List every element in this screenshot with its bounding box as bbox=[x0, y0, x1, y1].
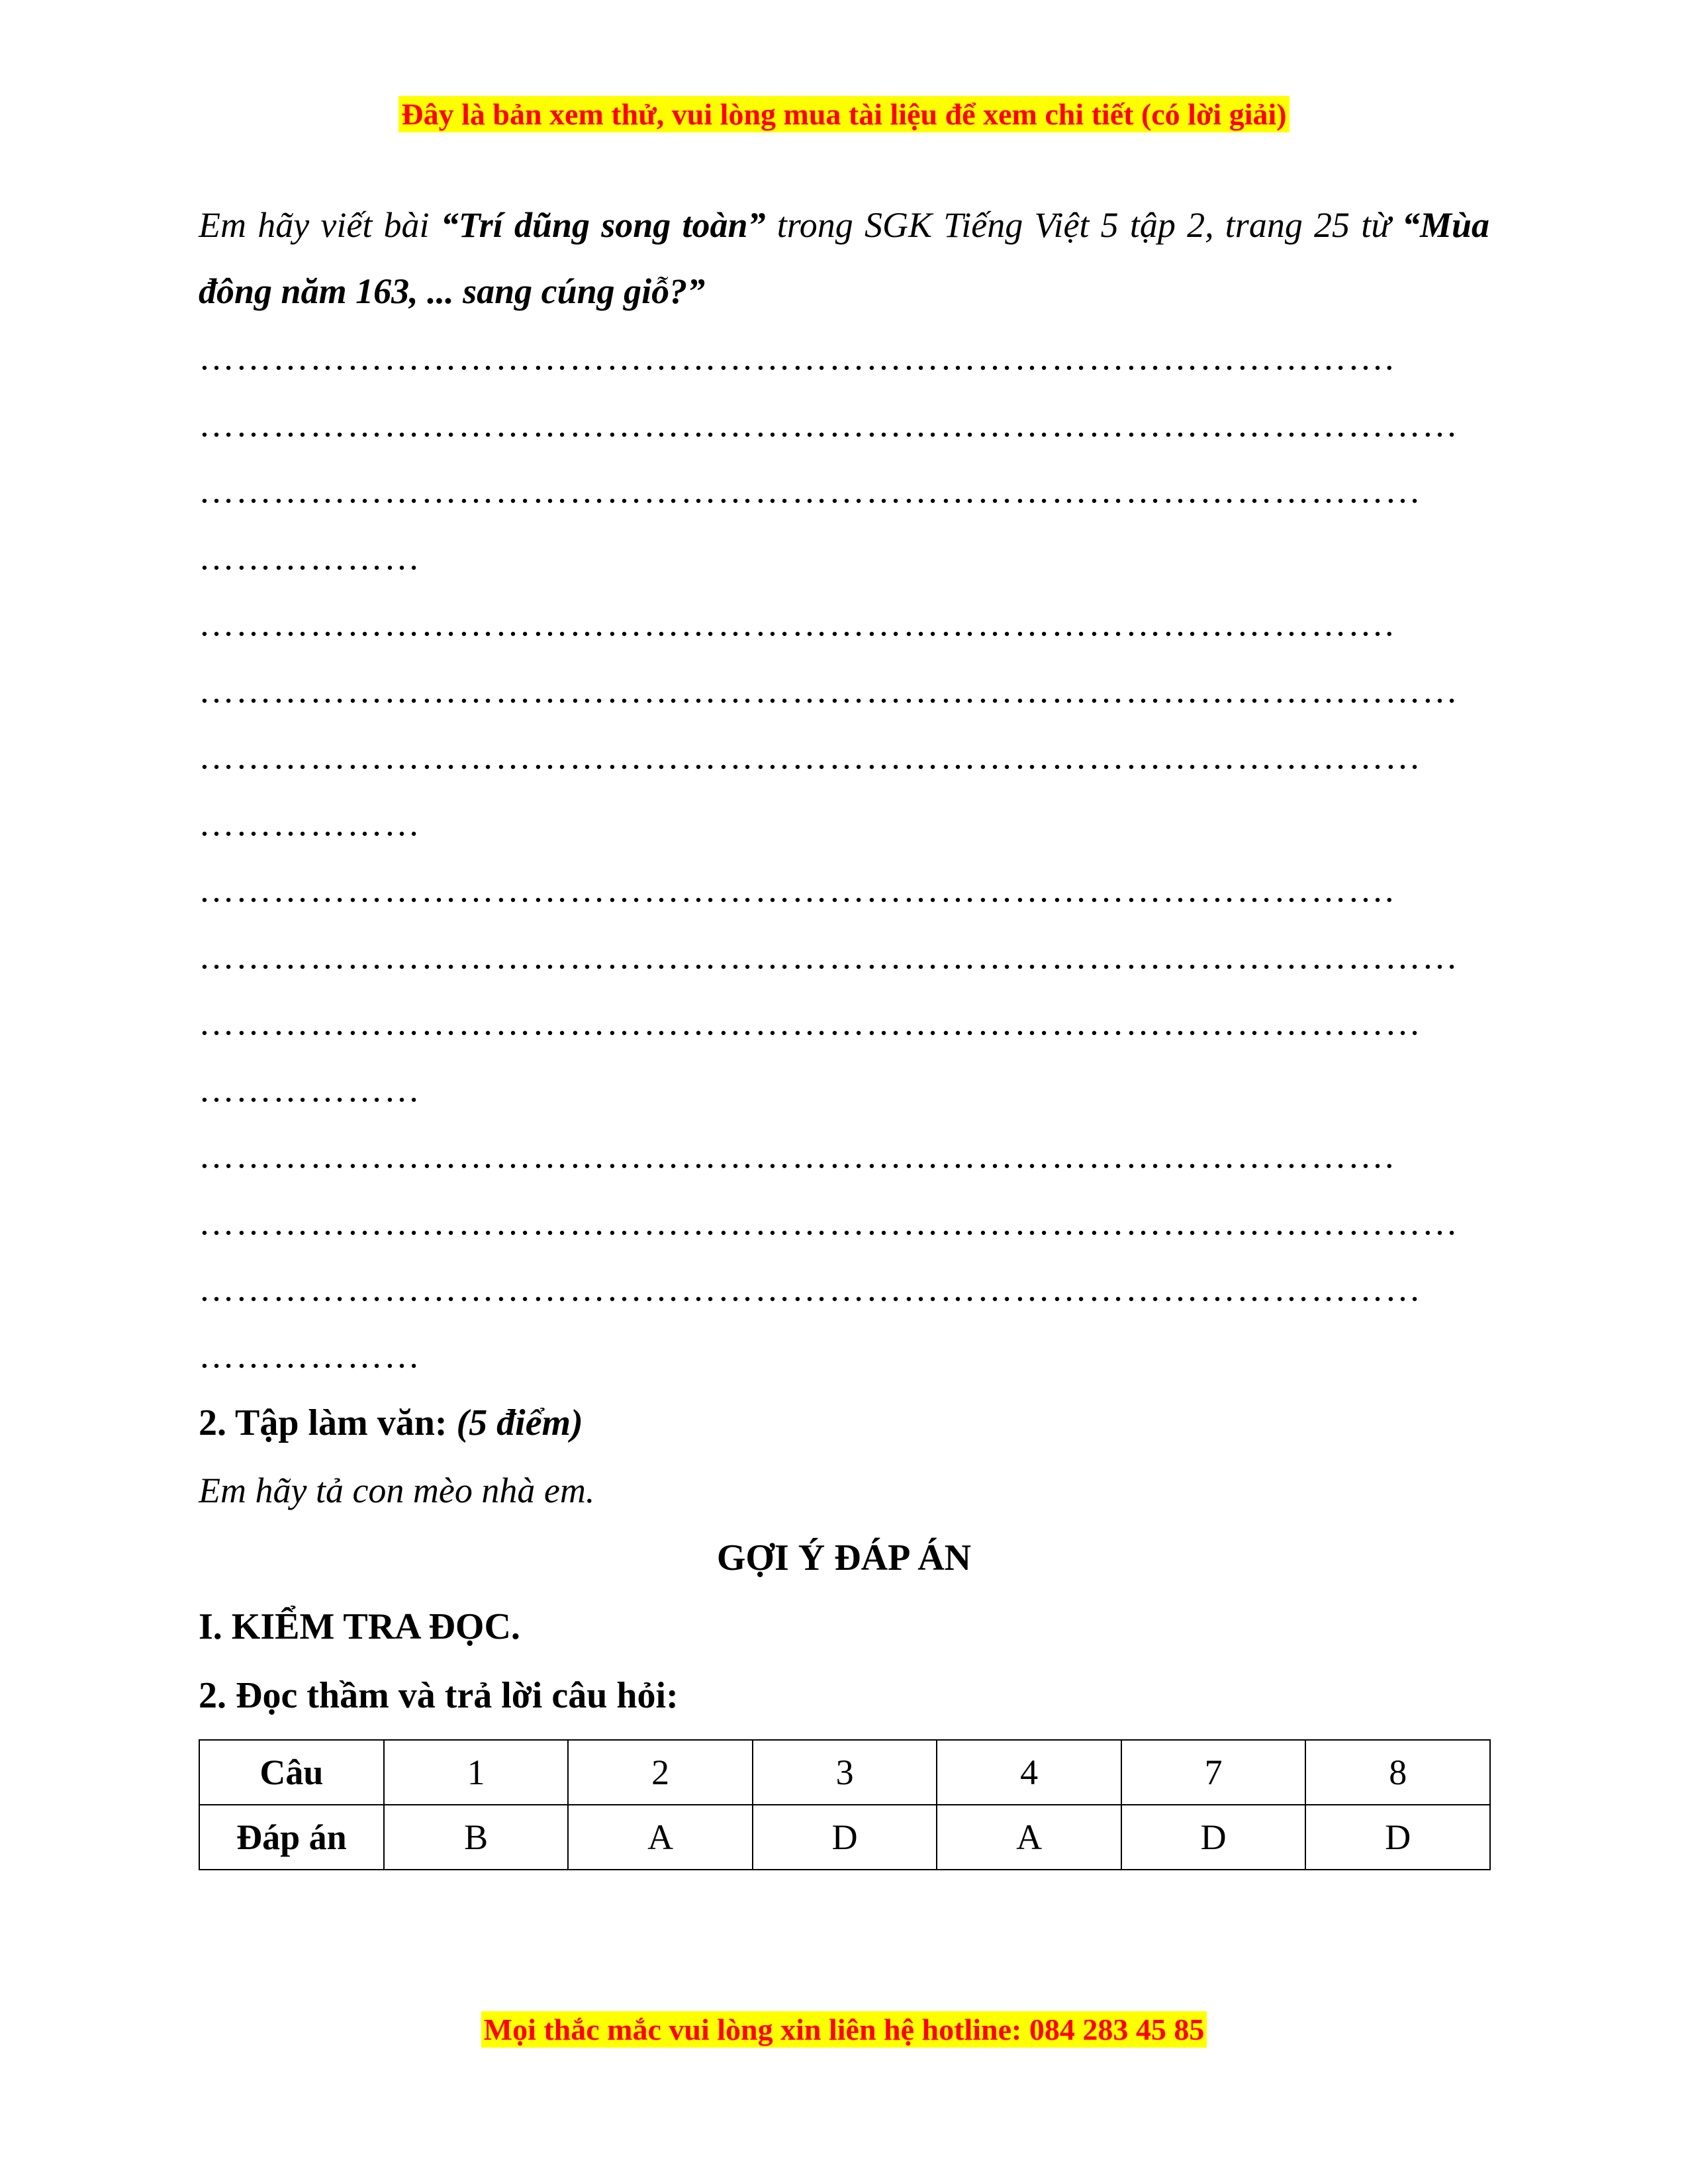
dotted-writing-area bbox=[199, 324, 1489, 1388]
table-cell: D bbox=[1305, 1805, 1490, 1870]
dotted-line: ……………… bbox=[199, 1335, 421, 1375]
table-cell: A bbox=[937, 1805, 1121, 1870]
table-cell: 4 bbox=[937, 1740, 1121, 1805]
answer-heading: GỢI Ý ĐÁP ÁN bbox=[716, 1537, 972, 1578]
dotted-line: ……………………………………………………………………………………. bbox=[199, 604, 1395, 643]
table-cell: A bbox=[568, 1805, 753, 1870]
hotline-notice-text: Mọi thắc mắc vui lòng xin liên hệ hotline: 084 283 45 85 bbox=[481, 2011, 1207, 2048]
dotted-line: ……………………………………………………………………………………… bbox=[199, 1269, 1422, 1308]
table-cell: D bbox=[1121, 1805, 1306, 1870]
sub-heading: 2. Đọc thầm và trả lời câu hỏi: bbox=[199, 1675, 679, 1716]
dotted-line: ………………………………………………………………………………………… bbox=[199, 404, 1459, 444]
task-excerpt: “Mùa đông năm 163, ... sang cúng giỗ?” bbox=[199, 205, 1489, 311]
table-cell: B bbox=[384, 1805, 569, 1870]
table-cell: 7 bbox=[1121, 1740, 1306, 1805]
dotted-line: ………………………………………………………………………………………… bbox=[199, 1202, 1459, 1242]
preview-notice-text: Đây là bản xem thử, vui lòng mua tài liệu để xem chi tiết (có lời giải) bbox=[399, 96, 1289, 132]
dotted-line: ………………………………………………………………………………………… bbox=[199, 936, 1459, 976]
task-intro: Em hãy viết bài bbox=[199, 205, 441, 245]
table-cell: 8 bbox=[1305, 1740, 1490, 1805]
dotted-line: ……………… bbox=[199, 537, 421, 577]
composition-points: (5 điểm) bbox=[456, 1402, 583, 1443]
dotted-line: ……………………………………………………………………………………… bbox=[199, 737, 1422, 776]
composition-task: Em hãy tả con mèo nhà em. bbox=[199, 1471, 595, 1510]
document-body bbox=[199, 192, 1489, 1870]
table-row bbox=[199, 1805, 1490, 1870]
hotline-notice-banner bbox=[0, 2012, 1688, 2047]
writing-task-prompt bbox=[199, 192, 1489, 324]
task-middle: trong SGK Tiếng Việt 5 tập 2, trang 25 từ bbox=[765, 205, 1402, 245]
table-cell: 2 bbox=[568, 1740, 753, 1805]
dotted-line: ……………………………………………………………………………………. bbox=[199, 1136, 1395, 1175]
table-row bbox=[199, 1740, 1490, 1805]
preview-notice-banner bbox=[0, 97, 1688, 132]
dotted-line: ……………………………………………………………………………………… bbox=[199, 1003, 1422, 1042]
dotted-line: ………………………………………………………………………………………… bbox=[199, 670, 1459, 710]
dotted-line: ……………… bbox=[199, 1069, 421, 1109]
table-cell: D bbox=[753, 1805, 937, 1870]
composition-heading bbox=[199, 1388, 1489, 1457]
task-title: “Trí dũng song toàn” bbox=[440, 205, 766, 245]
dotted-line: ……………………………………………………………………………………… bbox=[199, 471, 1422, 510]
answer-table bbox=[199, 1739, 1491, 1870]
composition-label: 2. Tập làm văn: bbox=[199, 1402, 457, 1443]
row-label-answer: Đáp án bbox=[199, 1805, 384, 1870]
dotted-line: ……………… bbox=[199, 803, 421, 843]
dotted-line: ……………………………………………………………………………………. bbox=[199, 338, 1395, 377]
part-heading: I. KIỂM TRA ĐỌC. bbox=[199, 1606, 520, 1647]
table-cell: 1 bbox=[384, 1740, 569, 1805]
row-label-question: Câu bbox=[199, 1740, 384, 1805]
dotted-line: ……………………………………………………………………………………. bbox=[199, 870, 1395, 909]
table-cell: 3 bbox=[753, 1740, 937, 1805]
